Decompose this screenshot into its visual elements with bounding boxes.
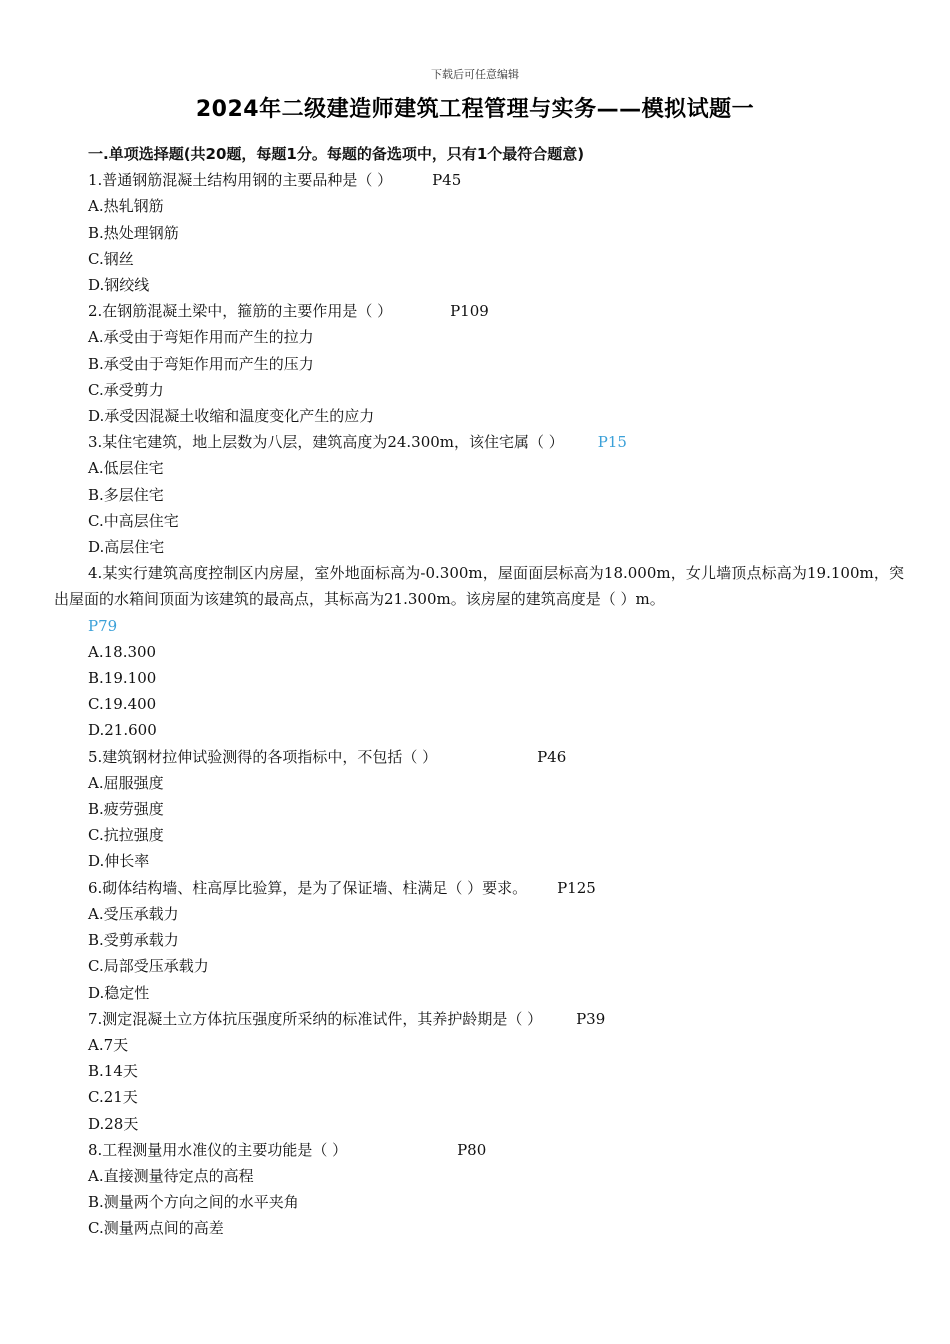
page-reference: P15: [597, 433, 627, 452]
page-reference: P46: [537, 747, 567, 766]
question-5: [54, 744, 904, 770]
option: C.局部受压承载力: [88, 957, 209, 976]
page-reference: P80: [457, 1140, 487, 1159]
option: B.受剪承载力: [88, 931, 179, 950]
option: A.屈服强度: [88, 773, 164, 792]
option: A.直接测量待定点的高程: [88, 1166, 254, 1185]
page-title: 2024年二级建造师建筑工程管理与实务——模拟试题一: [195, 97, 755, 122]
option: B.19.100: [88, 669, 157, 688]
question-1: [54, 167, 904, 193]
question-4: [54, 560, 904, 639]
option: A.受压承载力: [88, 904, 179, 923]
question-8: [54, 1137, 904, 1163]
option: C.21天: [88, 1088, 138, 1107]
page-reference: P45: [432, 171, 462, 190]
option: B.14天: [88, 1062, 138, 1081]
option: D.钢绞线: [88, 276, 150, 295]
option: A.承受由于弯矩作用而产生的拉力: [88, 328, 314, 347]
question-stem: 8.工程测量用水准仪的主要功能是（ ）: [88, 1140, 348, 1159]
option: A.7天: [88, 1035, 129, 1054]
document-body: [54, 141, 904, 1242]
question-stem: 1.普通钢筋混凝土结构用钢的主要品种是（ ）: [88, 171, 393, 190]
question-stem: 6.砌体结构墙、柱高厚比验算，是为了保证墙、柱满足（ ）要求。: [88, 878, 528, 897]
option: D.稳定性: [88, 983, 150, 1002]
section-heading: 一.单项选择题(共20题，每题1分。每题的备选项中，只有1个最符合题意): [88, 145, 585, 163]
option: A.18.300: [88, 642, 157, 661]
question-3: [54, 429, 904, 455]
option: A.低层住宅: [88, 459, 164, 478]
header-note: 下载后可任意编辑: [431, 68, 519, 81]
option: B.多层住宅: [88, 485, 164, 504]
question-stem: 5.建筑钢材拉伸试验测得的各项指标中，不包括（ ）: [88, 747, 438, 766]
option: B.承受由于弯矩作用而产生的压力: [88, 354, 314, 373]
option: D.高层住宅: [88, 538, 165, 557]
option: D.21.600: [88, 721, 157, 740]
question-6: [54, 875, 904, 901]
option: C.测量两点间的高差: [88, 1219, 224, 1238]
question-stem: 3.某住宅建筑，地上层数为八层，建筑高度为24.300m，该住宅属（ ）: [88, 433, 564, 452]
page-reference: P79: [88, 616, 118, 635]
option: C.抗拉强度: [88, 826, 164, 845]
option: C.19.400: [88, 695, 157, 714]
option: C.中高层住宅: [88, 511, 179, 530]
page-reference: P109: [450, 302, 489, 321]
question-stem: 4.某实行建筑高度控制区内房屋，室外地面标高为-0.300m，屋面面层标高为18.000m，女儿墙顶点标高为19.100m，突出屋面的水箱间顶面为该建筑的最高点，其标高为21.300m。该房屋的建筑高度是（ ）m。: [54, 564, 904, 609]
question-2: [54, 298, 904, 324]
question-stem: 7.测定混凝土立方体抗压强度所采纳的标准试件，其养护龄期是（ ）: [88, 1009, 543, 1028]
question-stem: 2.在钢筋混凝土梁中，箍筋的主要作用是（ ）: [88, 302, 393, 321]
option: C.钢丝: [88, 249, 134, 268]
page-reference: P125: [557, 878, 596, 897]
option: C.承受剪力: [88, 380, 164, 399]
option: B.疲劳强度: [88, 800, 164, 819]
question-7: [54, 1006, 904, 1032]
option: D.28天: [88, 1114, 139, 1133]
option: D.承受因混凝土收缩和温度变化产生的应力: [88, 407, 375, 426]
option: D.伸长率: [88, 852, 150, 871]
page-reference: P39: [576, 1009, 606, 1028]
option: B.测量两个方向之间的水平夹角: [88, 1193, 299, 1212]
option: B.热处理钢筋: [88, 223, 179, 242]
option: A.热轧钢筋: [88, 197, 164, 216]
